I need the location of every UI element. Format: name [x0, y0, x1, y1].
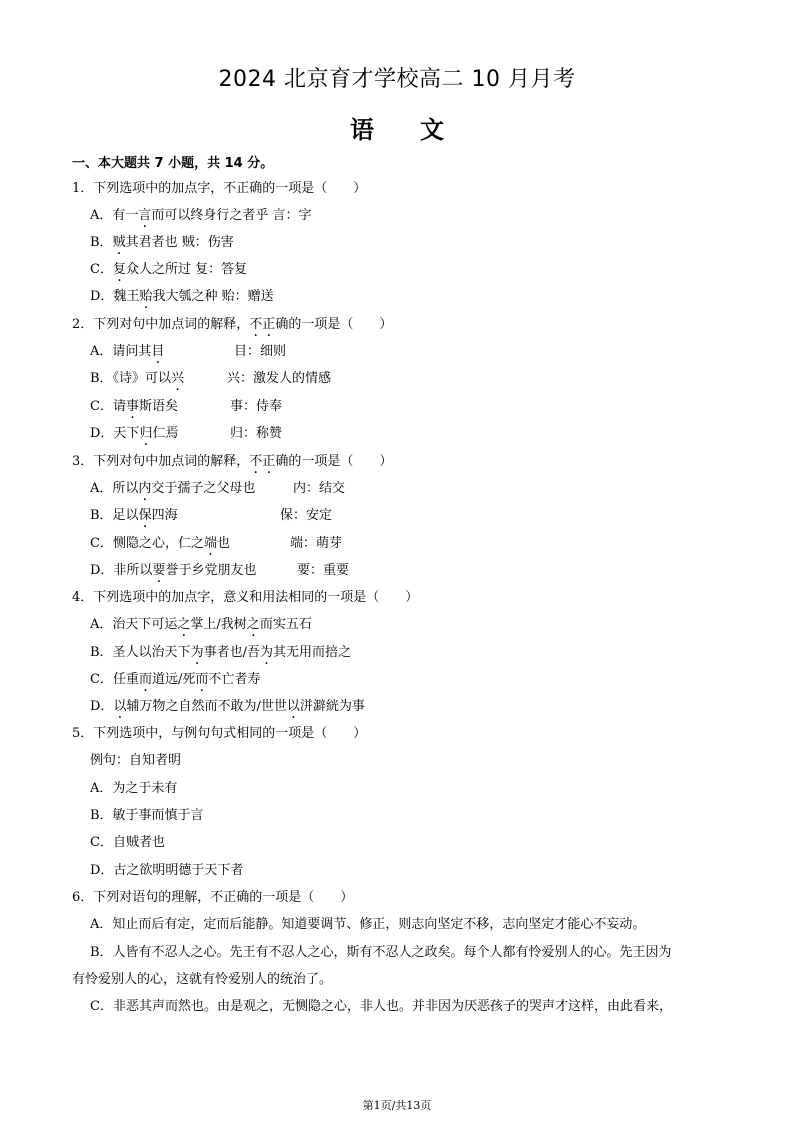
question-4-option-b: B．圣人以治天下为事者也/吾为其无用而掊之	[90, 645, 351, 660]
question-4-option-a: A．治天下可运之掌上/我树之而实五石	[90, 617, 312, 632]
question-4-stem: 4．下列选项中的加点字，意义和用法相同的一项是（ ）	[72, 590, 419, 605]
question-2-option-a-gloss: 目：细则	[234, 344, 287, 359]
question-1-option-c: C．复众人之所过 复：答复	[90, 262, 248, 277]
question-2-option-c-gloss: 事：侍奉	[230, 399, 283, 414]
subject-heading: 语文	[350, 116, 490, 144]
question-6-option-b: B．人皆有不忍人之心。先王有不忍人之心，斯有不忍人之政矣。每个人都有怜爱别人的心。先王因为	[90, 945, 672, 960]
question-1-option-a: A．有一言而可以终身行之者乎 言：字	[90, 208, 312, 223]
question-2-option-b: B．《诗》可以兴	[90, 371, 185, 386]
question-3-stem: 3．下列对句中加点词的解释，不正确的一项是（ ）	[72, 454, 393, 469]
section-heading: 一、本大题共 7 小题，共 14 分。	[72, 156, 274, 171]
question-4-option-d: D．以辅万物之自然而不敢为/世世以洴澼絖为事	[90, 699, 365, 714]
question-1-option-d: D．魏王贻我大瓠之种 贻：赠送	[90, 289, 274, 304]
question-3-option-a: A．所以内交于孺子之父母也	[90, 481, 256, 496]
question-3-option-b-gloss: 保：安定	[280, 508, 333, 523]
question-2-stem: 2．下列对句中加点词的解释，不正确的一项是（ ）	[72, 317, 393, 332]
question-6-stem: 6．下列对语句的理解，不正确的一项是（ ）	[72, 890, 354, 905]
question-3-option-c-gloss: 端：萌芽	[290, 536, 343, 551]
question-5-example: 例句：自知者明	[90, 753, 182, 768]
question-2-option-d-gloss: 归：称赞	[230, 426, 283, 441]
question-3-option-b: B．足以保四海	[90, 508, 178, 523]
question-4-option-c: C．任重而道远/死而不亡者寿	[90, 672, 261, 687]
page-footer: 第1页/共13页	[362, 1099, 432, 1112]
question-6-option-a: A．知止而后有定，定而后能静。知道要调节、修正，则志向坚定不移，志向坚定才能心不妄动。	[90, 917, 646, 932]
question-3-option-a-gloss: 内：结交	[293, 481, 346, 496]
question-6-option-b-continued: 有怜爱别人的心，这就有怜爱别人的统治了。	[72, 972, 333, 987]
question-2-option-a: A．请问其目	[90, 344, 165, 359]
question-1-option-b: B．贼其君者也 贼：伤害	[90, 235, 234, 250]
question-2-option-d: D．天下归仁焉	[90, 426, 179, 441]
question-2-option-c: C．请事斯语矣	[90, 399, 178, 414]
question-2-option-b-gloss: 兴：激发人的情感	[227, 371, 332, 386]
question-5-option-b: B．敏于事而慎于言	[90, 808, 204, 823]
question-3-option-d-gloss: 要：重要	[297, 563, 350, 578]
question-6-option-c: C．非恶其声而然也。由是观之，无恻隐之心，非人也。并非因为厌恶孩子的哭声才这样，由此看来，	[90, 999, 672, 1014]
question-5-option-d: D．古之欲明明德于天下者	[90, 863, 244, 878]
question-3-option-c: C．恻隐之心，仁之端也	[90, 536, 230, 551]
question-5-option-a: A．为之于未有	[90, 781, 178, 796]
question-5-option-c: C．自贼者也	[90, 835, 165, 850]
question-1-stem: 1．下列选项中的加点字，不正确的一项是（ ）	[72, 181, 367, 196]
question-5-stem: 5．下列选项中，与例句句式相同的一项是（ ）	[72, 726, 367, 741]
page-title: 2024 北京育才学校高二 10 月月考	[218, 67, 576, 92]
question-3-option-d: D．非所以要誉于乡党朋友也	[90, 563, 257, 578]
